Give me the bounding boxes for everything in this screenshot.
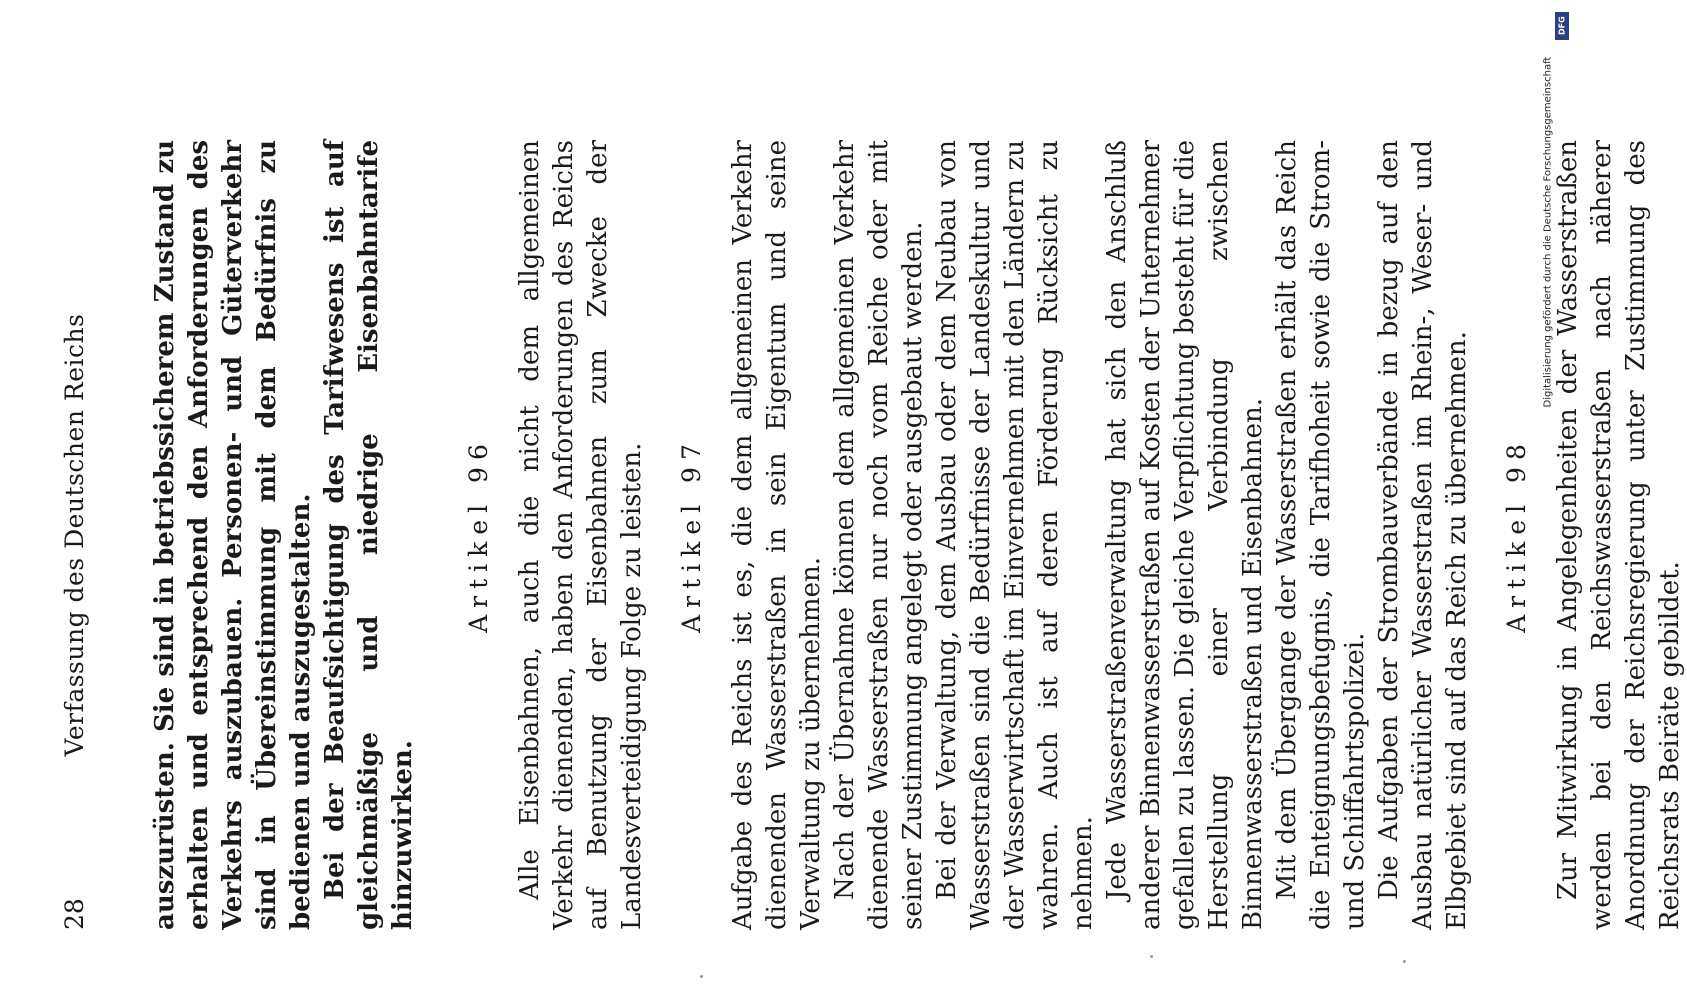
running-head — [60, 140, 100, 930]
scan-speck — [1150, 955, 1153, 958]
running-title: Verfassung des Deutschen Reichs — [60, 313, 89, 757]
article-97-paragraph-6: Die Aufgaben der Strombauverbände in bezug auf den Ausbau natürlicher Wasserstraßen im Rhein-, Weser- und Elbgebiet sind auf das Reich zu übernehmen. — [1374, 140, 1472, 930]
article-97-paragraph-4: Jede Wasserstraßenverwaltung hat sich den Anschluß anderer Binnenwasserstraßen auf Kosten der Unternehmer gefallen zu lassen. Die gleiche Verpflichtung besteht für die Herstellung einer Verbindung zwischen Binnenwasserstraßen und Eisenbahnen. — [1102, 140, 1268, 930]
article-97-paragraph-2: Nach der Übernahme können dem allgemeinen Verkehr dienende Wasserstraßen nur noch vom Reiche oder mit seiner Zustimmung angelegt oder ausgebaut werden. — [830, 140, 928, 930]
scan-speck — [1403, 960, 1406, 963]
digitization-credit-text: Digitalisierung gefördert durch die Deutsche Forschungsgemeinschaft — [1542, 56, 1554, 408]
article-97-paragraph-1: Aufgabe des Reichs ist es, die dem allgemeinen Verkehr dienenden Wasserstraßen in sein Eigentum und seine Verwaltung zu übernehmen. — [728, 140, 826, 930]
dfg-logo: DFG — [1555, 12, 1569, 40]
article-97-paragraph-5: Mit dem Übergange der Wasserstraßen erhält das Reich die Enteignungsbefugnis, die Tarifhoheit sowie die Strom- und Schiffahrtspolizei. — [1272, 140, 1370, 930]
page-number: 28 — [60, 898, 89, 930]
article-97-heading: Artikel 97 — [677, 437, 706, 633]
article-96-paragraph: Alle Eisenbahnen, auch die nicht dem allgemeinen Verkehr dienenden, haben den Anforderungen des Reichs auf Benutzung der Eisenbahnen zum Zwecke der Landesverteidigung Folge zu leisten. — [515, 140, 647, 930]
digitization-credit — [1528, 12, 1568, 412]
scan-speck — [700, 975, 703, 978]
article-98-heading: Artikel 98 — [1502, 437, 1531, 633]
paragraph-continuation: auszurüsten. Sie sind in betriebssicherem Zustand zu erhalten und entsprechend den Anforderungen des Verkehrs auszubauen. Personen- und Güterverkehr sind in Übereinstimmung mit dem Bedürfnis zu bedienen und auszugestalten. — [150, 140, 316, 930]
article-97-paragraph-3: Bei der Verwaltung, dem Ausbau oder dem Neubau von Wasserstraßen sind die Bedürfnisse der Landeskultur und der Wasserwirtschaft im Einvernehmen mit den Ländern zu wahren. Auch ist auf deren Förderung Rücksicht zu nehmen. — [932, 140, 1098, 930]
article-96-heading: Artikel 96 — [464, 437, 493, 633]
page-text-block — [60, 140, 1687, 930]
article-98-paragraph: Zur Mitwirkung in Angelegenheiten der Wasserstraßen werden bei den Reichswasserstraßen nach näherer Anordnung der Reichsregierung unter Zustimmung des Reichsrats Beiräte gebildet. — [1553, 140, 1685, 930]
paragraph-tariff: Bei der Beaufsichtigung des Tarifwesens ist auf gleichmäßige und niedrige Eisenbahntarife hinzuwirken. — [320, 140, 418, 930]
